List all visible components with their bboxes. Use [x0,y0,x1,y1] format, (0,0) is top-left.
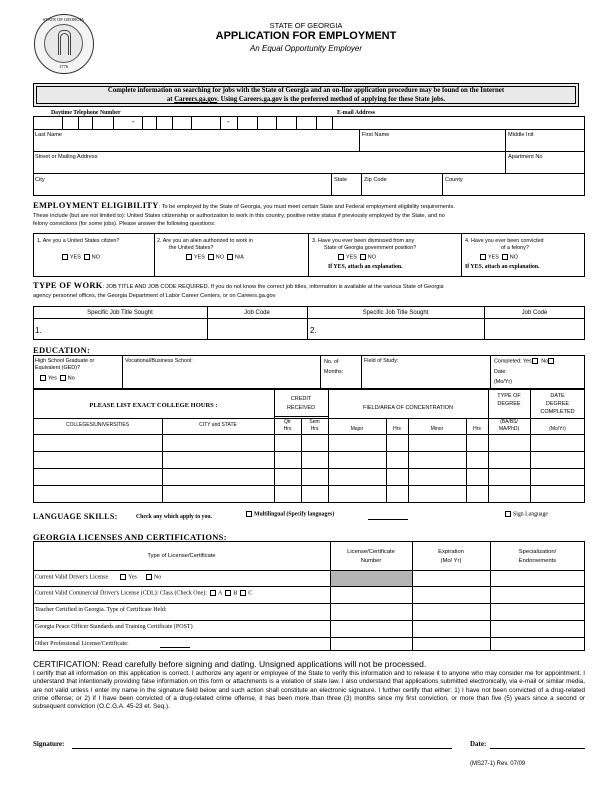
degree-type-sub-2: MA/PhD) [498,426,520,432]
license-type-header: Type of License/Certificate [147,553,216,559]
q3-yes-checkbox[interactable] [338,254,344,260]
street-input[interactable] [34,160,504,172]
job-title-input-2[interactable] [320,320,482,338]
q1-yes-label: YES [70,254,81,261]
street-label: Street or Mailing Address [35,154,98,160]
job-row-2-number: 2. [310,326,317,335]
cdl-class-c-label: C [248,590,253,597]
q4-options [480,254,518,260]
eligibility-intro-1: : To be employed by the State of Georgia, you must meet certain State and Federal employment eligibility requirements. [158,204,455,210]
colleges-header: COLLEGES/UNIVERSITIES [65,422,130,428]
form-number: (MS27-1) Rev. 07/09 [470,761,526,767]
form-title: APPLICATION FOR EMPLOYMENT [215,30,397,42]
zip-label: Zip Code [364,177,387,183]
cdl-inputs[interactable] [331,587,584,602]
drivers-license-yes-label: Yes [128,574,137,581]
cdl-row [35,590,252,596]
other-license-inputs[interactable] [331,638,584,650]
work-intro-2: agency personnel offices, the Georgia Department of Labor Career Centers, or on Careers.ga.gov [33,292,276,299]
middle-init-input[interactable] [506,138,584,150]
vocational-label: Vocational/Business School: [125,358,193,364]
phone-input[interactable] [34,117,331,129]
certification-heading: CERTIFICATION: Read carefully before signing and dating. Unsigned applications will not be processed. [33,659,427,669]
completed-label: Completed: [494,358,522,365]
phone-label: Daytime Telephone Number [51,110,121,116]
specialization-header-2: Endorsements [518,558,557,564]
signature-input[interactable] [72,738,452,748]
signature-label: Signature: [33,740,65,748]
eligibility-intro-3: felony convictions (for some jobs). Please answer the following questions: [33,221,216,227]
drivers-license-no-checkbox[interactable] [146,574,152,580]
apartment-label: Apartment No [508,154,543,160]
date-line [490,748,585,749]
work-intro-1: : JOB TITLE AND JOB CODE REQUIRED. If you do not know the correct job titles, information is available at the various State of Georgia [102,284,444,290]
completed-no-checkbox[interactable] [548,358,554,364]
hs-yes-checkbox[interactable] [40,375,46,381]
q3-options [338,254,376,260]
cdl-class-a-checkbox[interactable] [210,590,216,596]
q1-no-label: NO [91,254,100,261]
drivers-license-yes-checkbox[interactable] [120,574,126,580]
field-study-label: Field of Study: [364,358,399,364]
college-heading: PLEASE LIST EXACT COLLEGE HOURS : [89,402,218,409]
q1-no-checkbox[interactable] [84,254,90,260]
q1-label: 1. Are you a United States citizen? [37,238,120,244]
apartment-input[interactable] [506,160,584,172]
q2-no-label: NO [215,254,224,261]
degree-type-header-2: DEGREE [497,401,521,407]
specialization-header-1: Specialization/ [518,549,557,555]
q1-options [62,254,100,260]
seal-year: 1776 [59,64,68,69]
hs-yes-label: Yes [48,375,57,382]
licenses-heading: GEORGIA LICENSES AND CERTIFICATIONS: [33,532,227,542]
state-label: State [334,177,348,183]
sign-language-label: Sign Language [513,511,548,518]
date-label: Date: [470,740,487,748]
last-name-label: Last Name [35,132,63,138]
other-license-line [160,647,190,648]
q2-yes-checkbox[interactable] [186,254,192,260]
qtr-header-2: Hrs [283,426,292,432]
q2-no-checkbox[interactable] [208,254,214,260]
date-input[interactable] [490,738,585,748]
post-cert-inputs[interactable] [331,621,584,636]
other-license-label: Other Professional License/Certificate: [35,641,129,647]
zip-input[interactable] [362,183,441,195]
expiration-header-1: Expiration [438,549,464,555]
cdl-class-a-label: A [217,590,223,597]
certification-body: I certify that all information on this application is correct. I authorize any agent or employee of the State to verify this information and to release it to anyone who may consider me for appointment. I understand that intentionally providing false information on this form or attachments is a violation of state law. I also understand that applications submitted electronically, via e-mail or similar media, are not valid unless I enter my name in the signature field below and such action shall constitute an electronic signature. I further certify that either: 1) I have not been convicted of a drug-related crime offense; or 2) if I have been convicted of a drug-related crime offense, it has been more than three (3) months since my first conviction, or more than five (5) years since a second or subsequent conviction (O.C.G.A. 45-23 et. Seq.). [33,670,585,711]
job-row-1-number: 1. [35,326,42,335]
degree-date-header-3: COMPLETED [540,409,575,415]
months-label-1: No. of [324,359,339,365]
minor-header: Minor [430,426,444,432]
form-subtitle: An Equal Opportunity Employer [249,44,363,53]
q1-yes-checkbox[interactable] [62,254,68,260]
college-row-2[interactable] [34,452,584,467]
completed-date-label: Date: [494,369,507,375]
degree-date-sub: (Mo/Yr) [549,426,566,432]
county-input[interactable] [443,183,584,195]
middle-init-label: Middle Init [508,132,534,138]
college-row-3[interactable] [34,469,584,484]
drivers-license-row [35,574,161,580]
work-heading: TYPE OF WORK [33,280,103,290]
eligibility-intro-2: These include (but are not limited to): United States citizenship or authorization to work in this country, positive retire status if previously employed by the State, and no [33,212,445,219]
credit-label-1: CREDIT [290,396,312,402]
q2-na-checkbox[interactable] [227,254,233,260]
email-input[interactable] [333,117,584,129]
q2-options [186,254,244,260]
license-number-header-1: License/Certificate [347,549,395,555]
drivers-license-label: Current Valid Driver's License [35,574,109,581]
q2-na-label: N/A [234,254,244,261]
q3-label-2: State of Georgia government position? [324,245,417,251]
completed-row [494,358,556,364]
completed-yes-checkbox[interactable] [532,358,538,364]
job-code-header-2: Job Code [521,310,548,316]
job-title-header-2: Specific Job Title Sought [362,310,429,316]
county-label: County [445,177,463,183]
eligibility-heading: EMPLOYMENT ELIGIBILITY [33,200,159,210]
city-label: City [35,177,45,183]
license-number-shaded [331,571,412,586]
teacher-cert-label: Teacher Certified in Georgia. Type of Certificate Held: [35,607,167,613]
qtr-header-1: Qtr [284,419,291,425]
job-code-header-1: Job Code [244,310,270,316]
field-concentration-header: FIELD/AREA OF CONCENTRATION [362,405,454,411]
q4-label-2: of a felony? [501,245,529,251]
notice-line-2 [34,95,578,104]
multilingual-option [246,511,334,517]
notice-pre: at [166,96,175,103]
q4-yes-checkbox[interactable] [480,254,486,260]
phone-dash-1: - [132,117,135,126]
careers-link[interactable]: Careers.ga.gov [174,96,218,103]
job-code-input-1[interactable] [209,320,305,338]
city-input[interactable] [34,183,330,195]
language-instructions: Check any which apply to you. [136,514,213,520]
email-label: E-mail Address [337,110,376,116]
seal-text: STATE OF GEORGIA [42,17,85,22]
degree-type-sub-1: (BA/BS/ [500,419,518,425]
completed-yes-label: Yes [522,358,532,365]
q4-no-checkbox[interactable] [502,254,508,260]
licenses-heading-text: GEORGIA LICENSES AND CERTIFICATIONS [33,532,224,542]
license-number-header-2: Number [360,558,382,564]
education-heading: EDUCATION: [33,345,91,355]
header-state: STATE OF GEORGIA [269,21,343,30]
notice-line-1: Complete information on searching for jobs with the State of Georgia and an on-line application procedure may be found on the Internet [107,87,505,94]
q3-label-1: 3. Have you ever been dismissed from any [312,238,415,244]
q4-yes-label: YES [488,254,499,261]
work-intro [33,281,593,300]
job-title-header-1: Specific Job Title Sought [87,310,153,316]
q4-no-label: NO [509,254,518,261]
languages-input[interactable] [368,511,408,519]
completed-moyr-label: (Mo/Yr) [494,379,512,385]
q3-no-checkbox[interactable] [360,254,366,260]
degree-date-header-1: DATE [550,393,565,399]
education-heading-text: EDUCATION [33,345,88,355]
months-label-2: Months: [324,369,344,375]
online-notice [33,83,579,107]
sem-header-1: Sem [309,419,320,425]
language-heading: LANGUAGE SKILLS: [33,512,118,521]
teacher-cert-inputs[interactable] [331,604,584,619]
cdl-class-b-label: B [233,590,238,597]
notice-post: . Using Careers.ga.gov is the preferred method of applying for these State jobs. [217,96,446,103]
first-name-input[interactable] [360,138,504,150]
college-row-4[interactable] [34,486,584,502]
job-code-input-2[interactable] [486,320,584,338]
city-state-header: CITY and STATE [199,422,237,428]
multilingual-line [368,519,408,520]
hs-label-1: High School Graduate or [35,358,95,364]
multilingual-checkbox[interactable] [246,511,252,517]
hs-no-checkbox[interactable] [60,375,66,381]
drivers-license-no-label: No [153,574,162,581]
degree-date-header-2: DEGREE [545,401,570,407]
q3-explanation: If YES, attach an explanation. [328,264,403,270]
q2-yes-label: YES [194,254,205,261]
cdl-class-b-checkbox[interactable] [225,590,231,596]
sem-header-2: Hrs [310,426,319,432]
state-input[interactable] [332,183,360,195]
eligibility-intro [33,201,593,229]
hs-no-label: No [67,375,75,382]
phone-dash-2: - [227,117,230,126]
expiration-header-2: (Mo/ Yr) [440,558,462,564]
credit-label-2: RECEIVED [286,405,316,411]
multilingual-label: Multilingual (Specify languages) [254,511,335,518]
degree-type-header-1: TYPE OF [497,393,521,399]
sign-language-option [505,511,548,517]
q3-yes-label: YES [346,254,357,261]
minor-hrs-header: Hrs [473,426,481,432]
q3-no-label: NO [367,254,376,261]
hs-options [40,375,75,381]
signature-line [72,748,452,749]
q2-label-2: the United States? [169,245,214,251]
job-title-input-1[interactable] [45,320,205,338]
major-header: Major [350,426,364,432]
post-cert-label: Georgia Peace Officer Standards and Training Certificate (POST) [35,624,193,630]
cdl-class-c-checkbox[interactable] [240,590,246,596]
q4-label-1: 4. Have you ever been convicted [465,238,544,244]
vocational-input[interactable] [124,365,318,387]
first-name-label: First Name [362,132,390,138]
sign-language-checkbox[interactable] [505,511,511,517]
major-hrs-header: Hrs [393,426,401,432]
completed-no-label: No [541,358,549,365]
field-study-input[interactable] [363,365,488,387]
hs-label-2: Equivalent (GED)? [35,365,80,371]
last-name-input[interactable] [34,138,358,150]
cdl-label: Current Valid Commercial Driver's License (CDL): Class (Check One): [35,590,207,597]
college-row-1[interactable] [34,435,584,450]
q2-label-1: 2. Are you an alien authorized to work in [157,238,253,244]
q4-explanation: If YES, attach an explanation. [465,264,540,270]
